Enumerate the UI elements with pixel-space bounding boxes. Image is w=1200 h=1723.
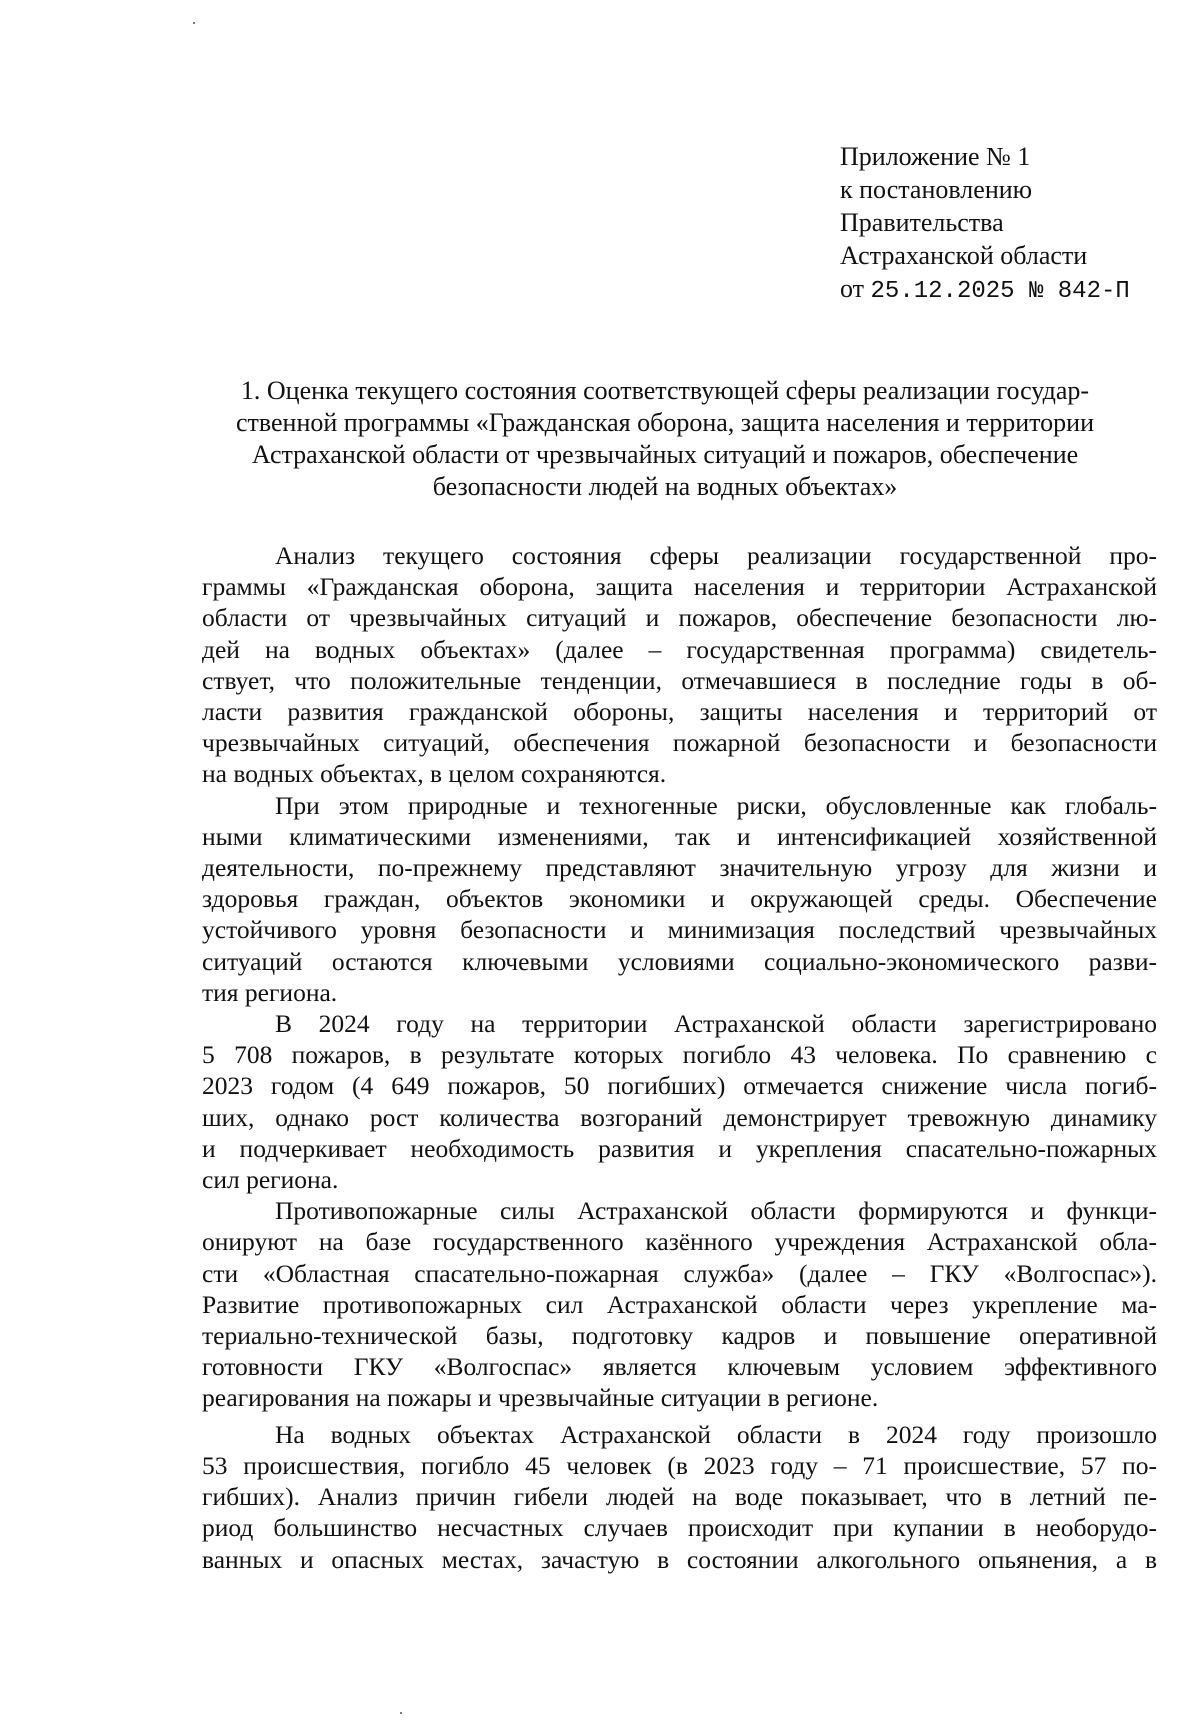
text-line: устойчивого уровня безопасности и минимизация последствий чрезвычайных <box>202 915 1157 945</box>
body-text <box>202 540 1157 1575</box>
text-line: гибших). Анализ причин гибели людей на воде показывает, что в летний пе- <box>202 1482 1157 1512</box>
paragraph-fire-forces <box>202 1195 1157 1413</box>
heading-line: безопасности людей на водных объектах» <box>432 472 898 501</box>
text-line: ствует, что положительные тенденции, отмечавшиеся в последние годы в об- <box>202 665 1157 695</box>
heading-line: ственной программы «Гражданская оборона, защита населения и территории <box>235 408 1095 437</box>
text-line: сил региона. <box>202 1165 339 1195</box>
text-line: тия региона. <box>202 977 338 1007</box>
text-line: риод большинство несчастных случаев происходит при купании в необорудо- <box>202 1513 1157 1543</box>
text-line: сти «Областная спасательно-пожарная служба» (далее – ГКУ «Волгоспас»). <box>202 1258 1157 1288</box>
heading-line: Астраханской области от чрезвычайных ситуаций и пожаров, обеспечение <box>251 440 1079 469</box>
text-line: 53 происшествия, погибло 45 человек (в 2023 году – 71 происшествие, 57 по- <box>202 1450 1157 1480</box>
paragraph-fires <box>202 1008 1157 1195</box>
text-line: ласти развития гражданской обороны, защиты населения и территорий от <box>202 697 1157 727</box>
text-line: териально-технической базы, подготовку кадров и повышение оперативной <box>202 1321 1157 1351</box>
text-line: здоровья граждан, объектов экономики и окружающей среды. Обеспечение <box>202 884 1157 914</box>
appendix-line: Правительства <box>840 208 1004 237</box>
text-line: ными климатическими изменениями, так и интенсификацией хозяйственной <box>202 821 1157 851</box>
text-line: ситуаций остаются ключевыми условиями социально-экономического разви- <box>202 946 1157 976</box>
text-line: ших, однако рост количества возгораний демонстрирует тревожную динамику <box>202 1102 1157 1132</box>
appendix-block <box>840 140 1130 308</box>
paragraph-risks <box>202 790 1157 1008</box>
text-line: чрезвычайных ситуаций, обеспечения пожарной безопасности и безопасности <box>202 728 1157 758</box>
text-line: Анализ текущего состояния сферы реализации государственной про- <box>275 541 1157 570</box>
appendix-line: к постановлению <box>840 175 1033 204</box>
paragraph-analysis <box>202 540 1157 790</box>
scan-speck <box>400 1712 402 1714</box>
scan-speck <box>193 22 195 24</box>
appendix-date-prefix: от <box>840 274 871 303</box>
text-line: На водных объектах Астраханской области в 2024 году произошло <box>275 1419 1157 1449</box>
section-heading <box>200 375 1130 503</box>
text-line: граммы «Гражданская оборона, защита населения и территории Астраханской <box>202 572 1157 602</box>
text-line: на водных объектах, в целом сохраняются. <box>202 759 667 789</box>
text-line: 2023 годом (4 649 пожаров, 50 погибших) отмечается снижение числа погиб- <box>202 1071 1157 1101</box>
text-line: онируют на базе государственного казённого учреждения Астраханской обла- <box>202 1227 1157 1257</box>
text-line: В 2024 году на территории Астраханской области зарегистрировано <box>275 1009 1157 1039</box>
appendix-date-line <box>840 272 1130 308</box>
text-line: Развитие противопожарных сил Астраханской области через укрепление ма- <box>202 1289 1157 1319</box>
text-line: деятельности, по-прежнему представляют значительную угрозу для жизни и <box>202 853 1157 883</box>
appendix-date-number: 25.12.2025 № 842-П <box>870 278 1130 305</box>
appendix-line: Приложение № 1 <box>840 142 1031 171</box>
paragraph-water <box>202 1419 1157 1575</box>
text-line: При этом природные и техногенные риски, обусловленные как глобаль- <box>275 790 1157 820</box>
text-line: дей на водных объектах» (далее – государственная программа) свидетель- <box>202 634 1157 664</box>
appendix-line: Астраханской области <box>840 241 1088 270</box>
text-line: реагирования на пожары и чрезвычайные ситуации в регионе. <box>202 1383 879 1413</box>
text-line: Противопожарные силы Астраханской области формируются и функци- <box>275 1196 1157 1226</box>
text-line: области от чрезвычайных ситуаций и пожаров, обеспечение безопасности лю- <box>202 603 1157 633</box>
heading-line: 1. Оценка текущего состояния соответствующей сферы реализации государ- <box>240 376 1090 405</box>
text-line: и подчеркивает необходимость развития и укрепления спасательно-пожарных <box>202 1133 1157 1163</box>
text-line: 5 708 пожаров, в результате которых погибло 43 человека. По сравнению с <box>202 1040 1157 1070</box>
text-line: ванных и опасных местах, зачастую в состоянии алкогольного опьянения, а в <box>202 1544 1157 1574</box>
text-line: готовности ГКУ «Волгоспас» является ключевым условием эффективного <box>202 1352 1157 1382</box>
